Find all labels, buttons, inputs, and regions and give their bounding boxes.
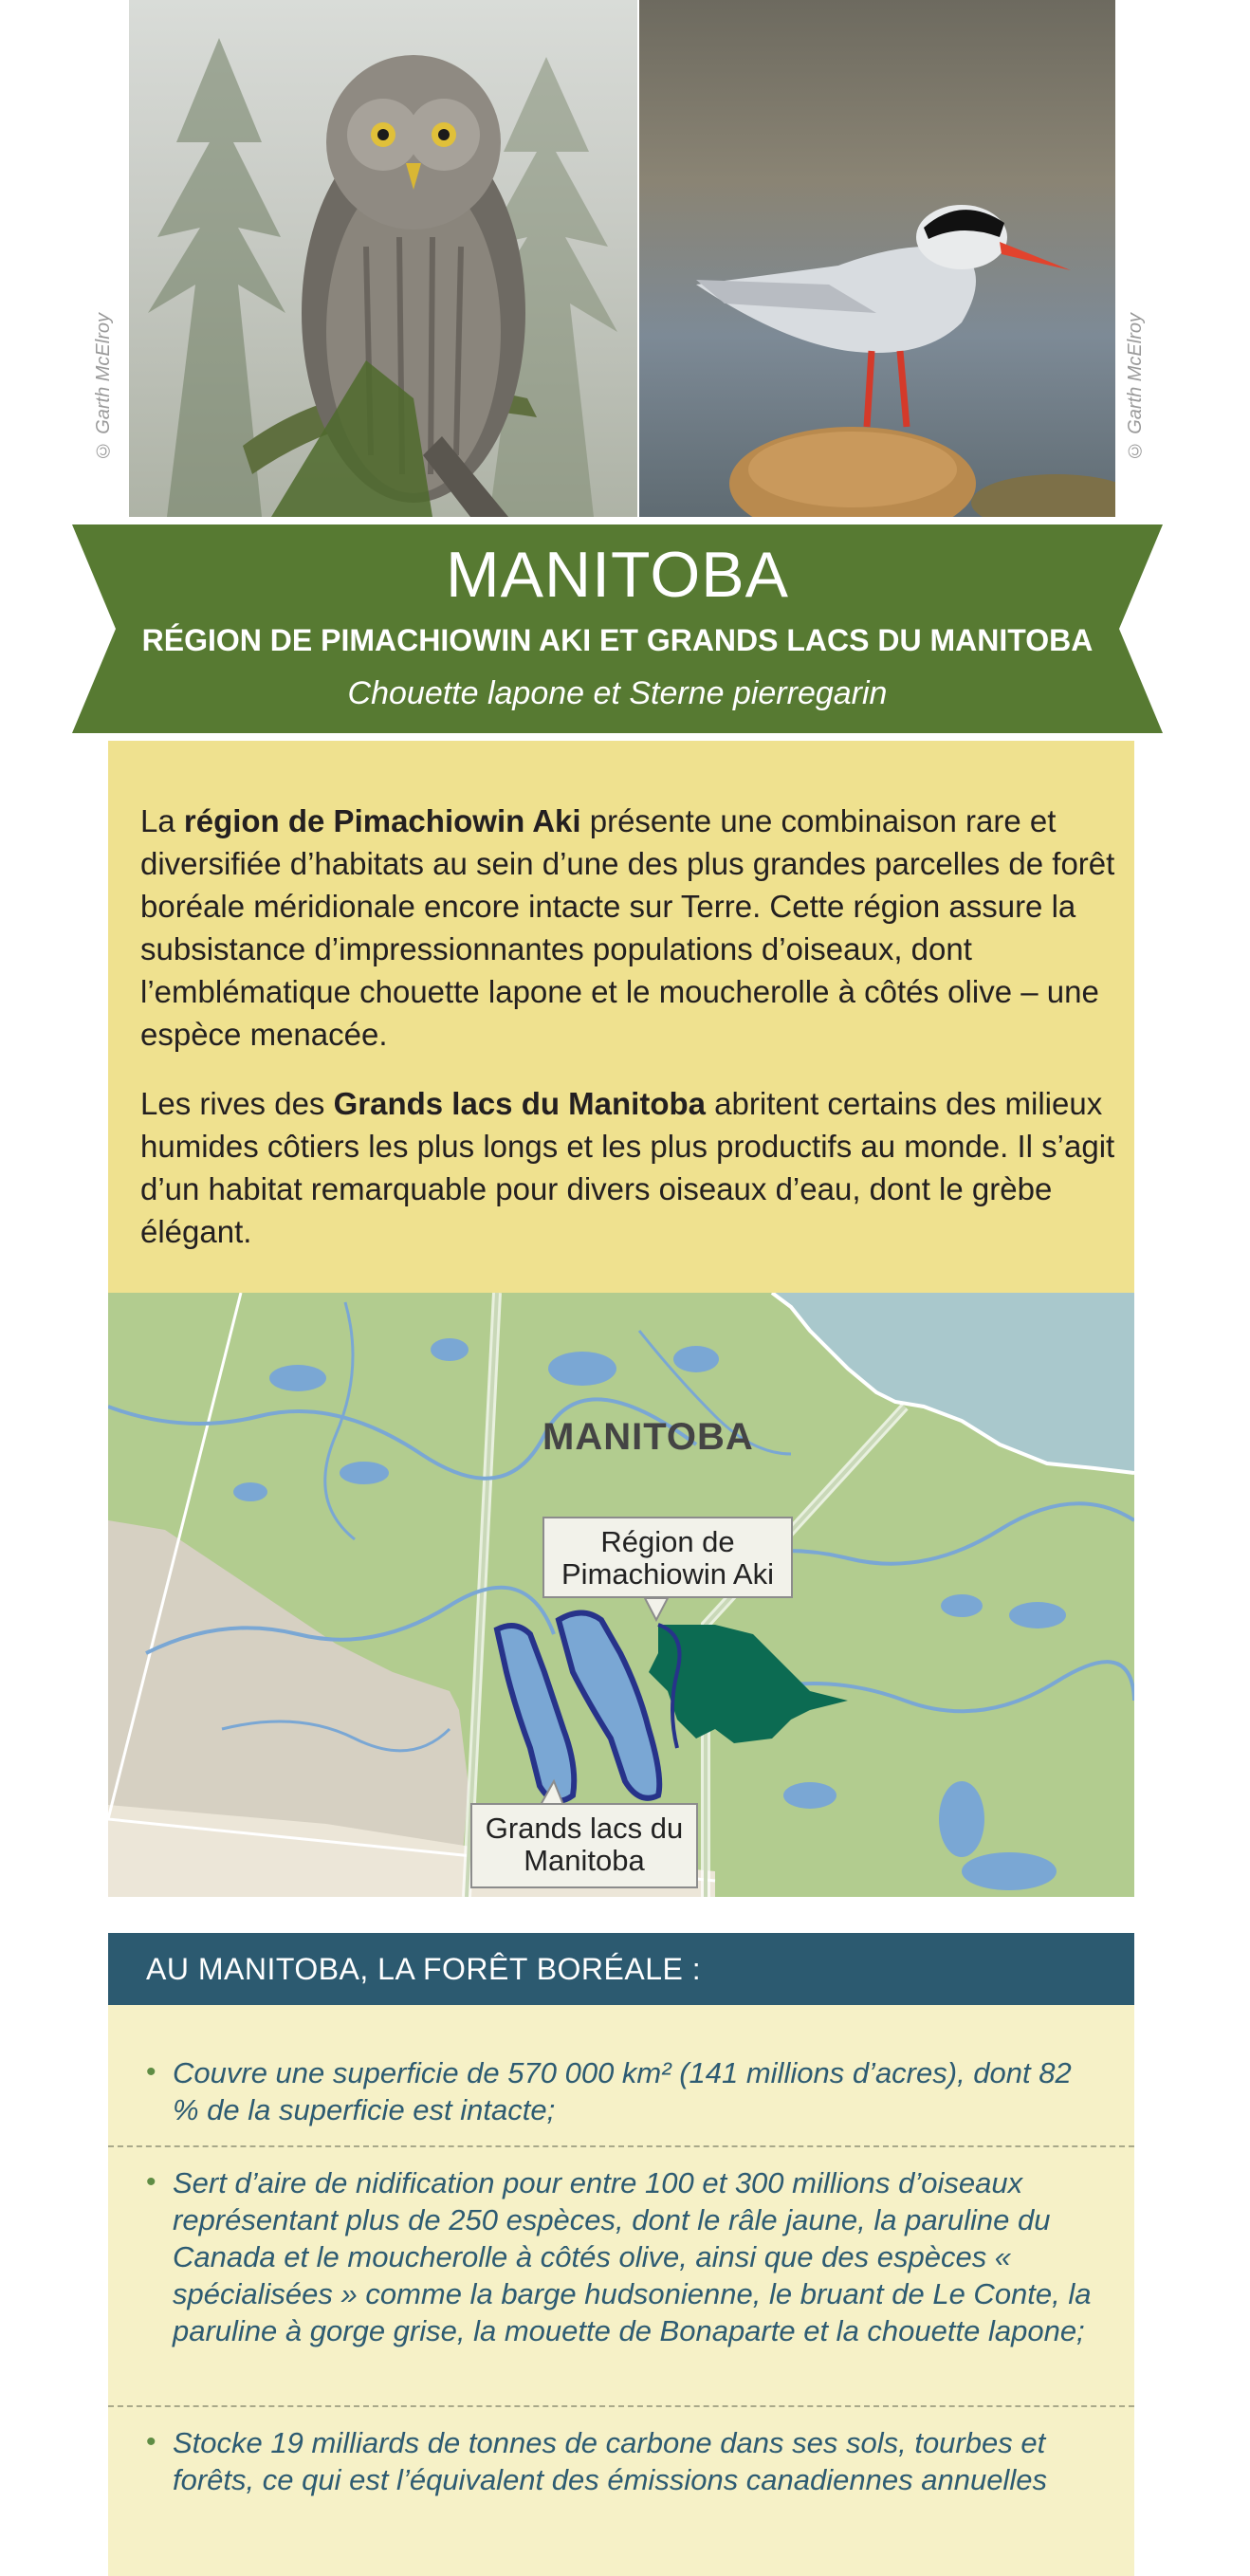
bullet-icon: • — [146, 2426, 156, 2457]
divider — [108, 2145, 1134, 2147]
bullet-icon: • — [146, 2166, 156, 2198]
common-tern-photo — [639, 0, 1115, 517]
list-item-text: Sert d’aire de nidification pour entre 100 et 300 millions d’oiseaux représentant plus de 250 espèces, dont le râle jaune, la paruline du Canada et le moucherolle à côtés olive, ainsi que des espèces « spécialisées » comme la barge hudsonienne, le bruant de Le Conte, la paruline à gorge grise, la mouette de Bonaparte et la chouette lapone; — [173, 2166, 1092, 2347]
bullet-icon: • — [146, 2056, 156, 2088]
info-box-body — [108, 2005, 1134, 2576]
callout-great-lakes: Grands lacs du Manitoba — [470, 1803, 698, 1888]
intro-paragraph-2: Les rives des Grands lacs du Manitoba abritent certains des milieux humides côtiers les plus longs et les plus productifs au monde. Il s’agit d’un habitat remarquable pour divers oiseaux d’eau, dont le grèbe élégant. — [140, 1086, 1115, 1249]
intro-paragraph-1: La région de Pimachiowin Aki présente une combinaison rare et diversifiée d’habitats au sein d’une des plus grandes parcelles de forêt boréale méridionale encore intacte sur Terre. Cette région assure la subsistance d’impressionnantes populations d’oiseaux, dont l’emblématique chouette lapone et le moucherolle à côtés olive – une espèce menacée. — [140, 803, 1115, 1052]
intro-panel — [108, 741, 1134, 1293]
info-box-header — [108, 1933, 1134, 2005]
list-item-text: Couvre une superficie de 570 000 km² (141 millions d’acres), dont 82 % de la superficie est intacte; — [173, 2056, 1072, 2126]
photo-credit-left: © Garth McElroy — [93, 313, 114, 461]
divider — [108, 2405, 1134, 2407]
region-subtitle: RÉGION DE PIMACHIOWIN AKI ET GRANDS LACS DU MANITOBA — [141, 623, 1094, 657]
list-item-text: Stocke 19 milliards de tonnes de carbone dans ses sols, tourbes et forêts, ce qui est l’équivalent des émissions canadiennes annuelles — [173, 2426, 1047, 2496]
title-banner — [68, 517, 1167, 741]
map-province-label: MANITOBA — [542, 1416, 754, 1458]
callout-pimachiowin-aki: Région de Pimachiowin Aki — [542, 1517, 793, 1598]
page-title: MANITOBA — [446, 539, 789, 611]
great-gray-owl-photo — [129, 0, 637, 517]
manitoba-map — [108, 1293, 1134, 1897]
species-caption: Chouette lapone et Sterne pierregarin — [347, 675, 888, 711]
highlight-great-lakes: Grands lacs du Manitoba — [333, 1086, 707, 1121]
info-box-title: AU MANITOBA, LA FORÊT BORÉALE : — [146, 1952, 702, 1986]
photo-credit-right: © Garth McElroy — [1125, 313, 1146, 461]
highlight-pimachiowin: région de Pimachiowin Aki — [183, 803, 581, 838]
